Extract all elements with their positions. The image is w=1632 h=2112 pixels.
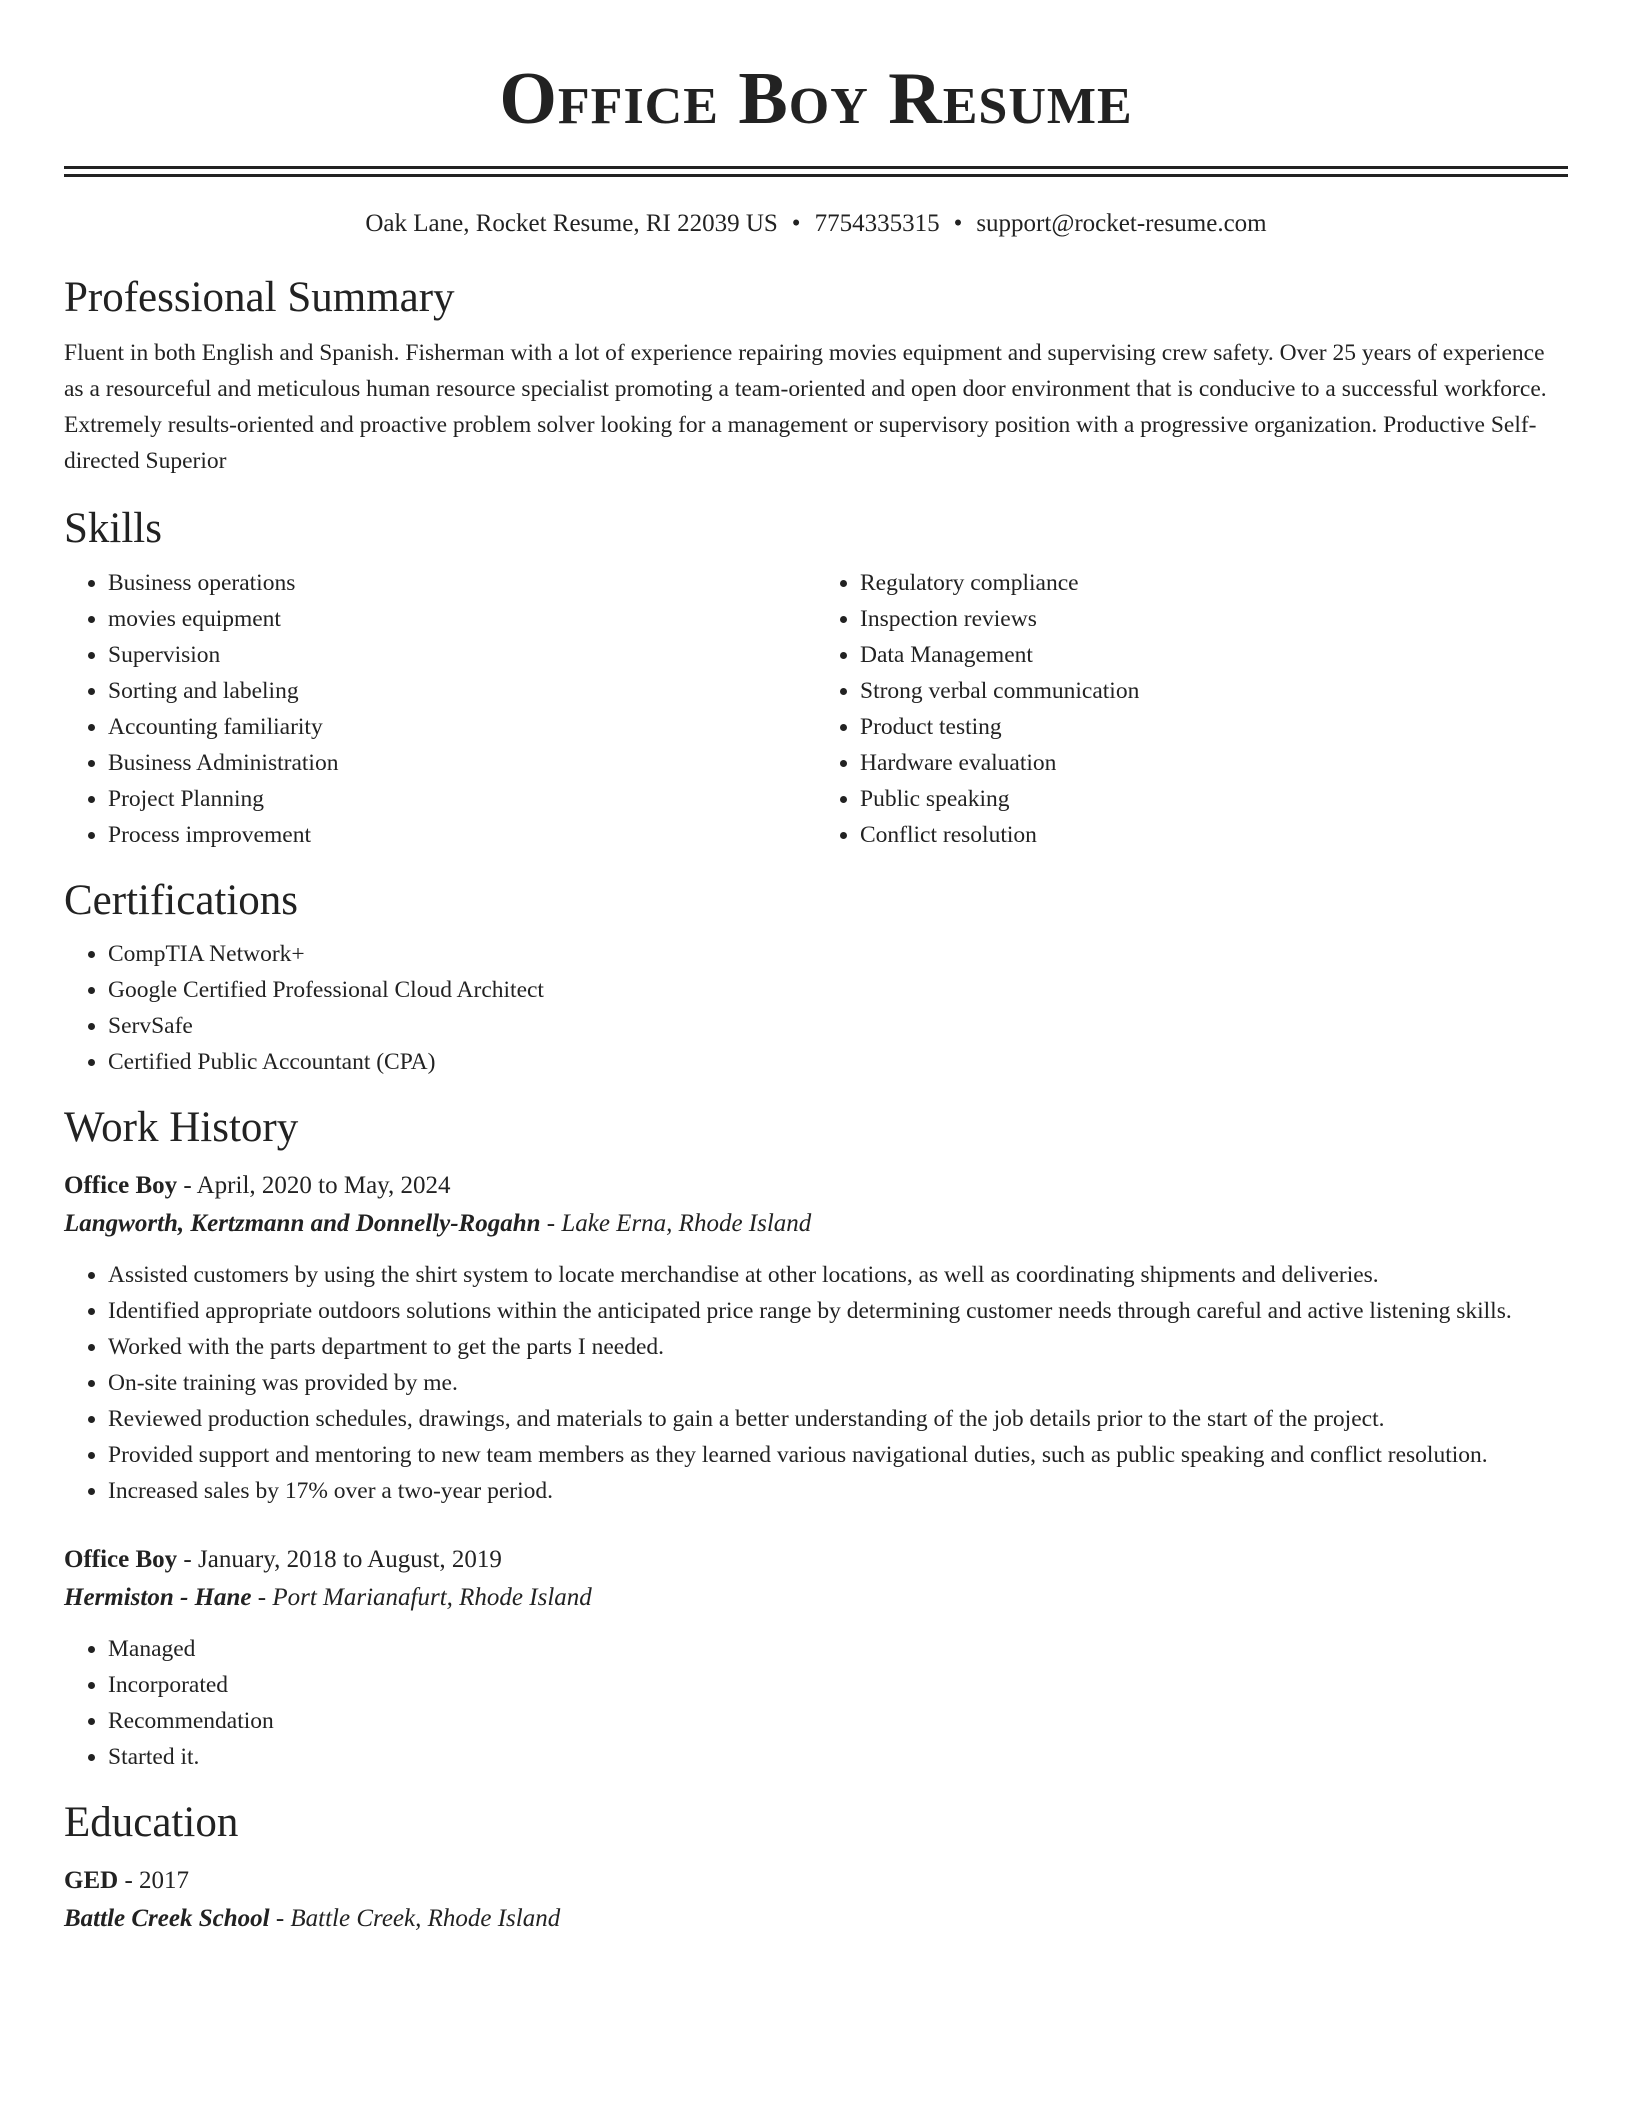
skill-item: • Supervision [108, 637, 816, 673]
job-role: Office Boy [64, 1172, 178, 1200]
job-dates: - April, 2020 to May, 2024 [177, 1172, 451, 1200]
job-duty-item: • Provided support and mentoring to new team members as they learned various navigational duties, such as public speaking and conflict resolution. [108, 1437, 1568, 1473]
summary-heading: Professional Summary [64, 274, 455, 321]
title-divider [64, 166, 1568, 177]
skill-item: • Product testing [860, 709, 1568, 745]
work-history-heading: Work History [64, 1103, 299, 1151]
job-company: Langworth, Kertzmann and Donnelly-Rogahn [64, 1210, 541, 1238]
skill-item: • Accounting familiarity [108, 709, 816, 745]
certifications-heading: Certifications [64, 876, 299, 924]
contact-separator: • [953, 210, 963, 237]
job-duty-item: • Identified appropriate outdoors solutions within the anticipated price range by determining customer needs through careful and active listening skills. [108, 1293, 1568, 1329]
job-duty-item: • Increased sales by 17% over a two-year period. [108, 1473, 1568, 1509]
skill-item: • Hardware evaluation [860, 745, 1568, 781]
job-company-line [64, 1205, 1568, 1243]
job-duties-list [64, 1631, 1568, 1775]
certification-item: • CompTIA Network+ [108, 936, 1568, 972]
contact-phone: 7754335315 [814, 210, 940, 237]
skill-item: • Public speaking [860, 781, 1568, 817]
summary-text: Fluent in both English and Spanish. Fisherman with a lot of experience repairing movies equipment and supervising crew safety. Over 25 years of experience as a resourceful and meticulous human resource specialist promoting a team-oriented and open door environment that is conducive to a successful workforce. Extremely results-oriented and proactive problem solver looking for a management or supervisory position with a progressive organization. Productive Self-directed Superior [64, 340, 1547, 475]
job-entry [64, 1167, 1568, 1509]
education-school: Battle Creek School [64, 1905, 270, 1933]
skill-item: • Business operations [108, 565, 816, 601]
contact-address: Oak Lane, Rocket Resume, RI 22039 US [365, 210, 778, 237]
job-header [64, 1541, 1568, 1579]
certification-item: • ServSafe [108, 1008, 1568, 1044]
skills-list-left [64, 565, 816, 853]
job-location: - Port Marianafurt, Rhode Island [251, 1584, 592, 1612]
contact-separator: • [791, 210, 801, 237]
education-header [64, 1862, 1568, 1900]
job-duty-item: • Managed [108, 1631, 1568, 1667]
certifications-list [64, 936, 1568, 1080]
skills-list-right [816, 565, 1568, 853]
job-dates: - January, 2018 to August, 2019 [177, 1546, 502, 1574]
skills-heading: Skills [64, 505, 162, 553]
job-duty-item: • Started it. [108, 1739, 1568, 1775]
skills-columns [64, 565, 1568, 853]
certification-item: • Certified Public Accountant (CPA) [108, 1044, 1568, 1080]
skill-item: • Business Administration [108, 745, 816, 781]
job-duties-list [64, 1257, 1568, 1509]
job-duty-item: • Incorporated [108, 1667, 1568, 1703]
job-duty-item: • Recommendation [108, 1703, 1568, 1739]
job-duty-item: • Reviewed production schedules, drawings, and materials to gain a better understanding of the job details prior to the start of the project. [108, 1401, 1568, 1437]
skill-item: • Regulatory compliance [860, 565, 1568, 601]
job-location: - Lake Erna, Rhode Island [540, 1210, 812, 1238]
job-duty-item: • On-site training was provided by me. [108, 1365, 1568, 1401]
job-company-line [64, 1579, 1568, 1617]
contact-email[interactable]: support@rocket-resume.com [976, 210, 1267, 237]
job-header [64, 1167, 1568, 1205]
job-duty-item: • Worked with the parts department to get the parts I needed. [108, 1329, 1568, 1365]
skill-item: • Sorting and labeling [108, 673, 816, 709]
contact-line [64, 209, 1568, 239]
education-location: - Battle Creek, Rhode Island [269, 1905, 561, 1933]
job-duty-item: • Assisted customers by using the shirt system to locate merchandise at other locations, as well as coordinating shipments and deliveries. [108, 1257, 1568, 1293]
job-role: Office Boy [64, 1546, 178, 1574]
education-school-line [64, 1900, 1568, 1938]
skill-item: • Conflict resolution [860, 817, 1568, 853]
education-entry [64, 1862, 1568, 1938]
certification-item: • Google Certified Professional Cloud Architect [108, 972, 1568, 1008]
education-heading: Education [64, 1799, 239, 1847]
skill-item: • movies equipment [108, 601, 816, 637]
skill-item: • Strong verbal communication [860, 673, 1568, 709]
skill-item: • Inspection reviews [860, 601, 1568, 637]
job-entry [64, 1541, 1568, 1775]
job-company: Hermiston - Hane [64, 1584, 252, 1612]
skill-item: • Project Planning [108, 781, 816, 817]
education-degree: GED [64, 1867, 119, 1895]
resume-title: Office Boy Resume [499, 58, 1133, 140]
skill-item: • Data Management [860, 637, 1568, 673]
skill-item: • Process improvement [108, 817, 816, 853]
education-year: - 2017 [118, 1867, 190, 1895]
